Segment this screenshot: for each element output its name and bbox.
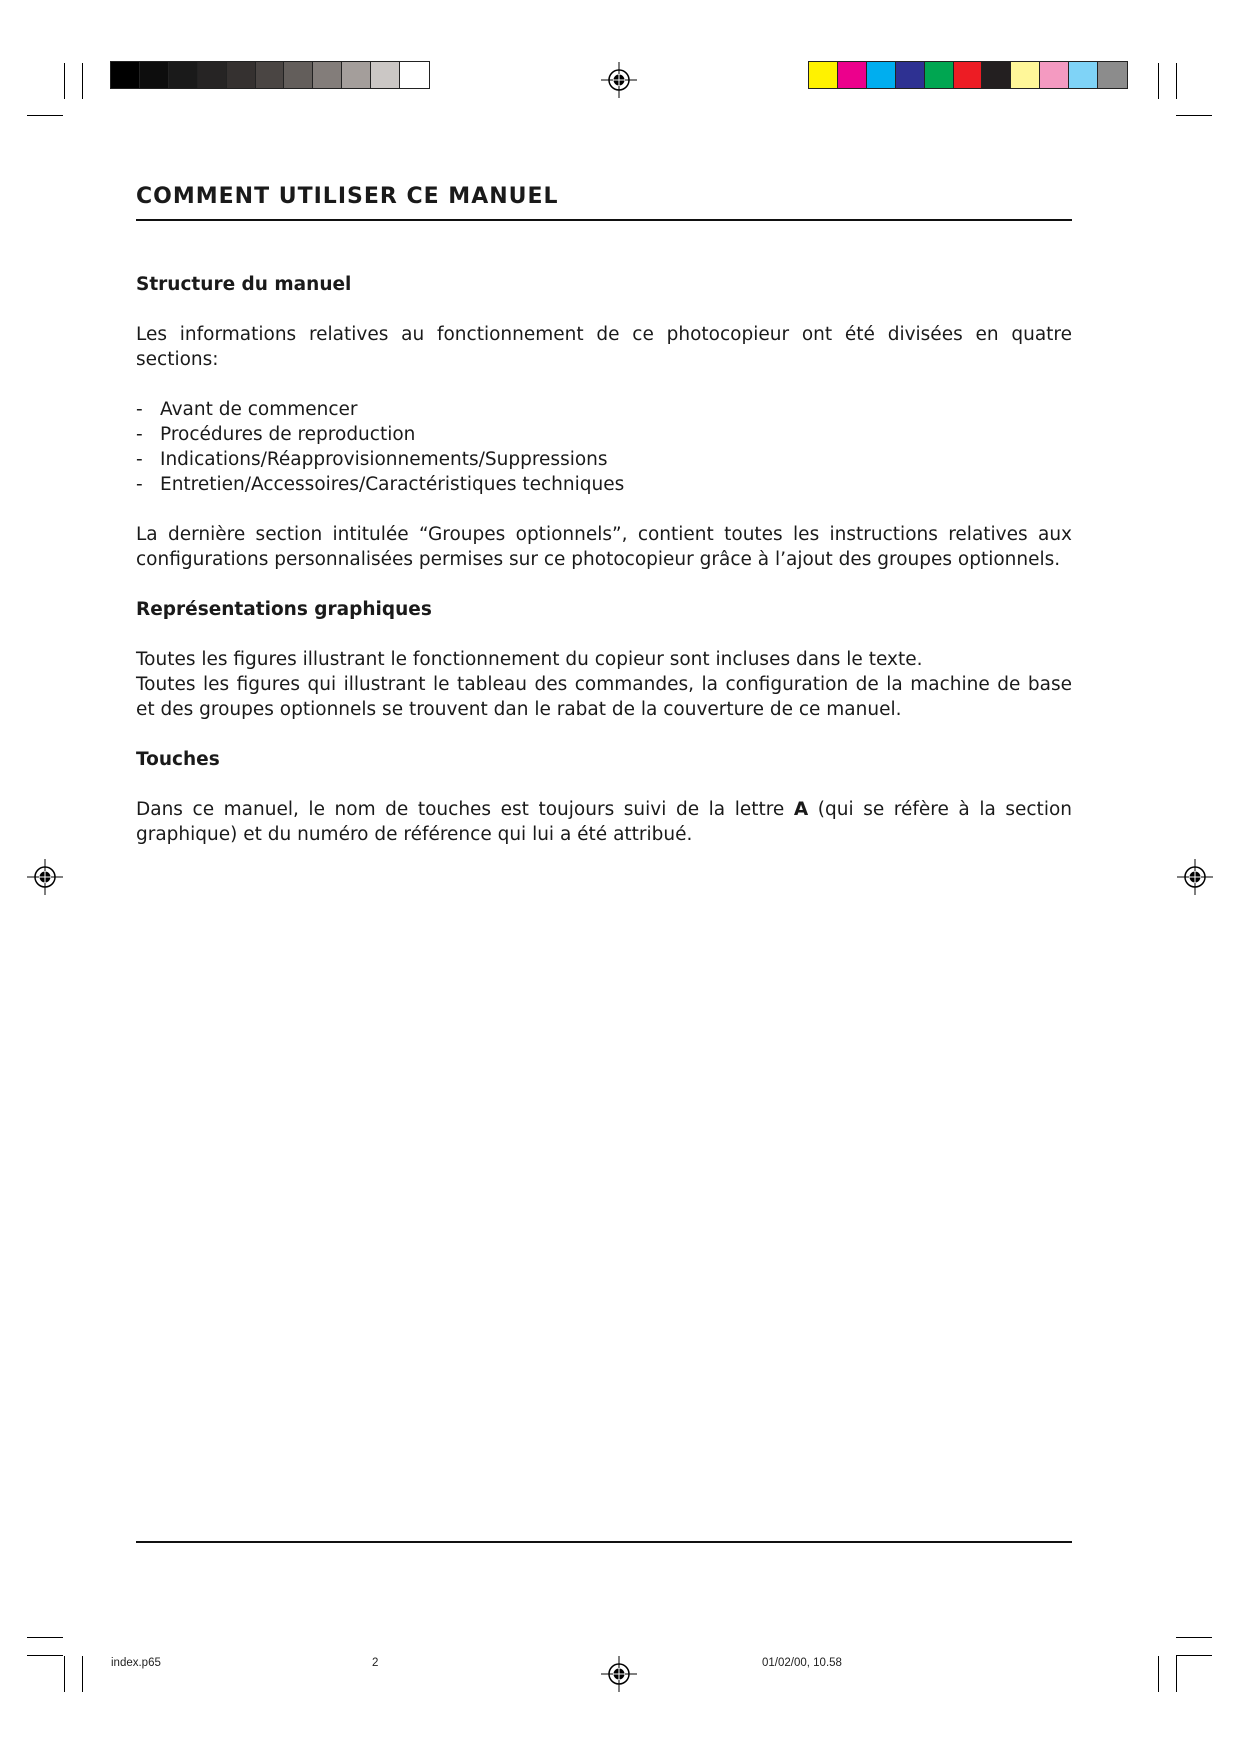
crop-mark: [1158, 1656, 1159, 1692]
list-item: - Avant de commencer: [136, 399, 358, 420]
color-swatch: [896, 62, 925, 88]
color-swatch: [867, 62, 896, 88]
crop-mark: [1176, 1655, 1212, 1656]
registration-mark-icon: [601, 62, 637, 98]
color-swatch: [371, 62, 400, 88]
registration-mark-icon: [1177, 859, 1213, 895]
keys-text: Dans ce manuel, le nom de touches est toujours suivi de la lettre A (qui se réfère à la section graphique) et du numéro de référence qui lui a été attribué.: [136, 799, 1072, 845]
crop-mark: [82, 1656, 83, 1692]
color-swatch: [400, 62, 429, 88]
color-swatch: [954, 62, 983, 88]
footer-filename: index.p65: [111, 1657, 161, 1669]
graphics-line-2: Toutes les figures qui illustrant le tableau des commandes, la configuration de la machine de base et des groupes optionnels se trouvent dan le rabat de la couverture de ce manuel.: [136, 674, 1072, 720]
crop-mark: [1176, 63, 1177, 99]
color-swatch: [1098, 62, 1127, 88]
list-item: - Procédures de reproduction: [136, 424, 416, 445]
grayscale-color-bar: [110, 61, 430, 89]
color-swatch: [838, 62, 867, 88]
crop-mark: [27, 1655, 63, 1656]
crop-mark: [1176, 1637, 1212, 1638]
footer-divider: [136, 1541, 1072, 1543]
color-swatch: [169, 62, 198, 88]
crop-mark: [64, 63, 65, 99]
page-title: COMMENT UTILISER CE MANUEL: [136, 184, 559, 209]
crop-mark: [27, 115, 63, 116]
key-letter: A: [793, 799, 809, 820]
sections-list: [136, 397, 1072, 497]
color-swatch: [227, 62, 256, 88]
section-heading-graphics: Représentations graphiques: [136, 599, 432, 620]
registration-mark-icon: [27, 859, 63, 895]
process-color-bar: [808, 61, 1128, 89]
list-item: - Indications/Réapprovisionnements/Suppressions: [136, 449, 608, 470]
footer-page-number: 2: [372, 1657, 379, 1669]
color-swatch: [1040, 62, 1069, 88]
color-swatch: [284, 62, 313, 88]
color-swatch: [809, 62, 838, 88]
color-swatch: [198, 62, 227, 88]
crop-mark: [64, 1656, 65, 1692]
color-swatch: [111, 62, 140, 88]
color-swatch: [342, 62, 371, 88]
footer-timestamp: 01/02/00, 10.58: [762, 1657, 842, 1669]
list-item: - Entretien/Accessoires/Caractéristiques techniques: [136, 474, 625, 495]
color-swatch: [982, 62, 1011, 88]
registration-mark-icon: [601, 1656, 637, 1692]
crop-mark: [1176, 1656, 1177, 1692]
manual-content: [136, 272, 1072, 847]
crop-mark: [27, 1637, 63, 1638]
section-heading-structure: Structure du manuel: [136, 274, 352, 295]
color-swatch: [1069, 62, 1098, 88]
color-swatch: [313, 62, 342, 88]
graphics-line-1: Toutes les figures illustrant le fonctionnement du copieur sont incluses dans le texte.: [136, 649, 923, 670]
crop-mark: [1176, 115, 1212, 116]
color-swatch: [140, 62, 169, 88]
crop-mark: [1158, 63, 1159, 99]
structure-intro: Les informations relatives au fonctionnement de ce photocopieur ont été divisées en quatre sections:: [136, 324, 1072, 370]
structure-closing: La dernière section intitulée “Groupes optionnels”, contient toutes les instructions relatives aux configurations personnalisées permises sur ce photocopieur grâce à l’ajout des groupes optionnels.: [136, 524, 1072, 570]
color-swatch: [1011, 62, 1040, 88]
title-divider: [136, 219, 1072, 221]
color-swatch: [925, 62, 954, 88]
section-heading-keys: Touches: [136, 749, 220, 770]
crop-mark: [82, 63, 83, 99]
color-swatch: [256, 62, 285, 88]
